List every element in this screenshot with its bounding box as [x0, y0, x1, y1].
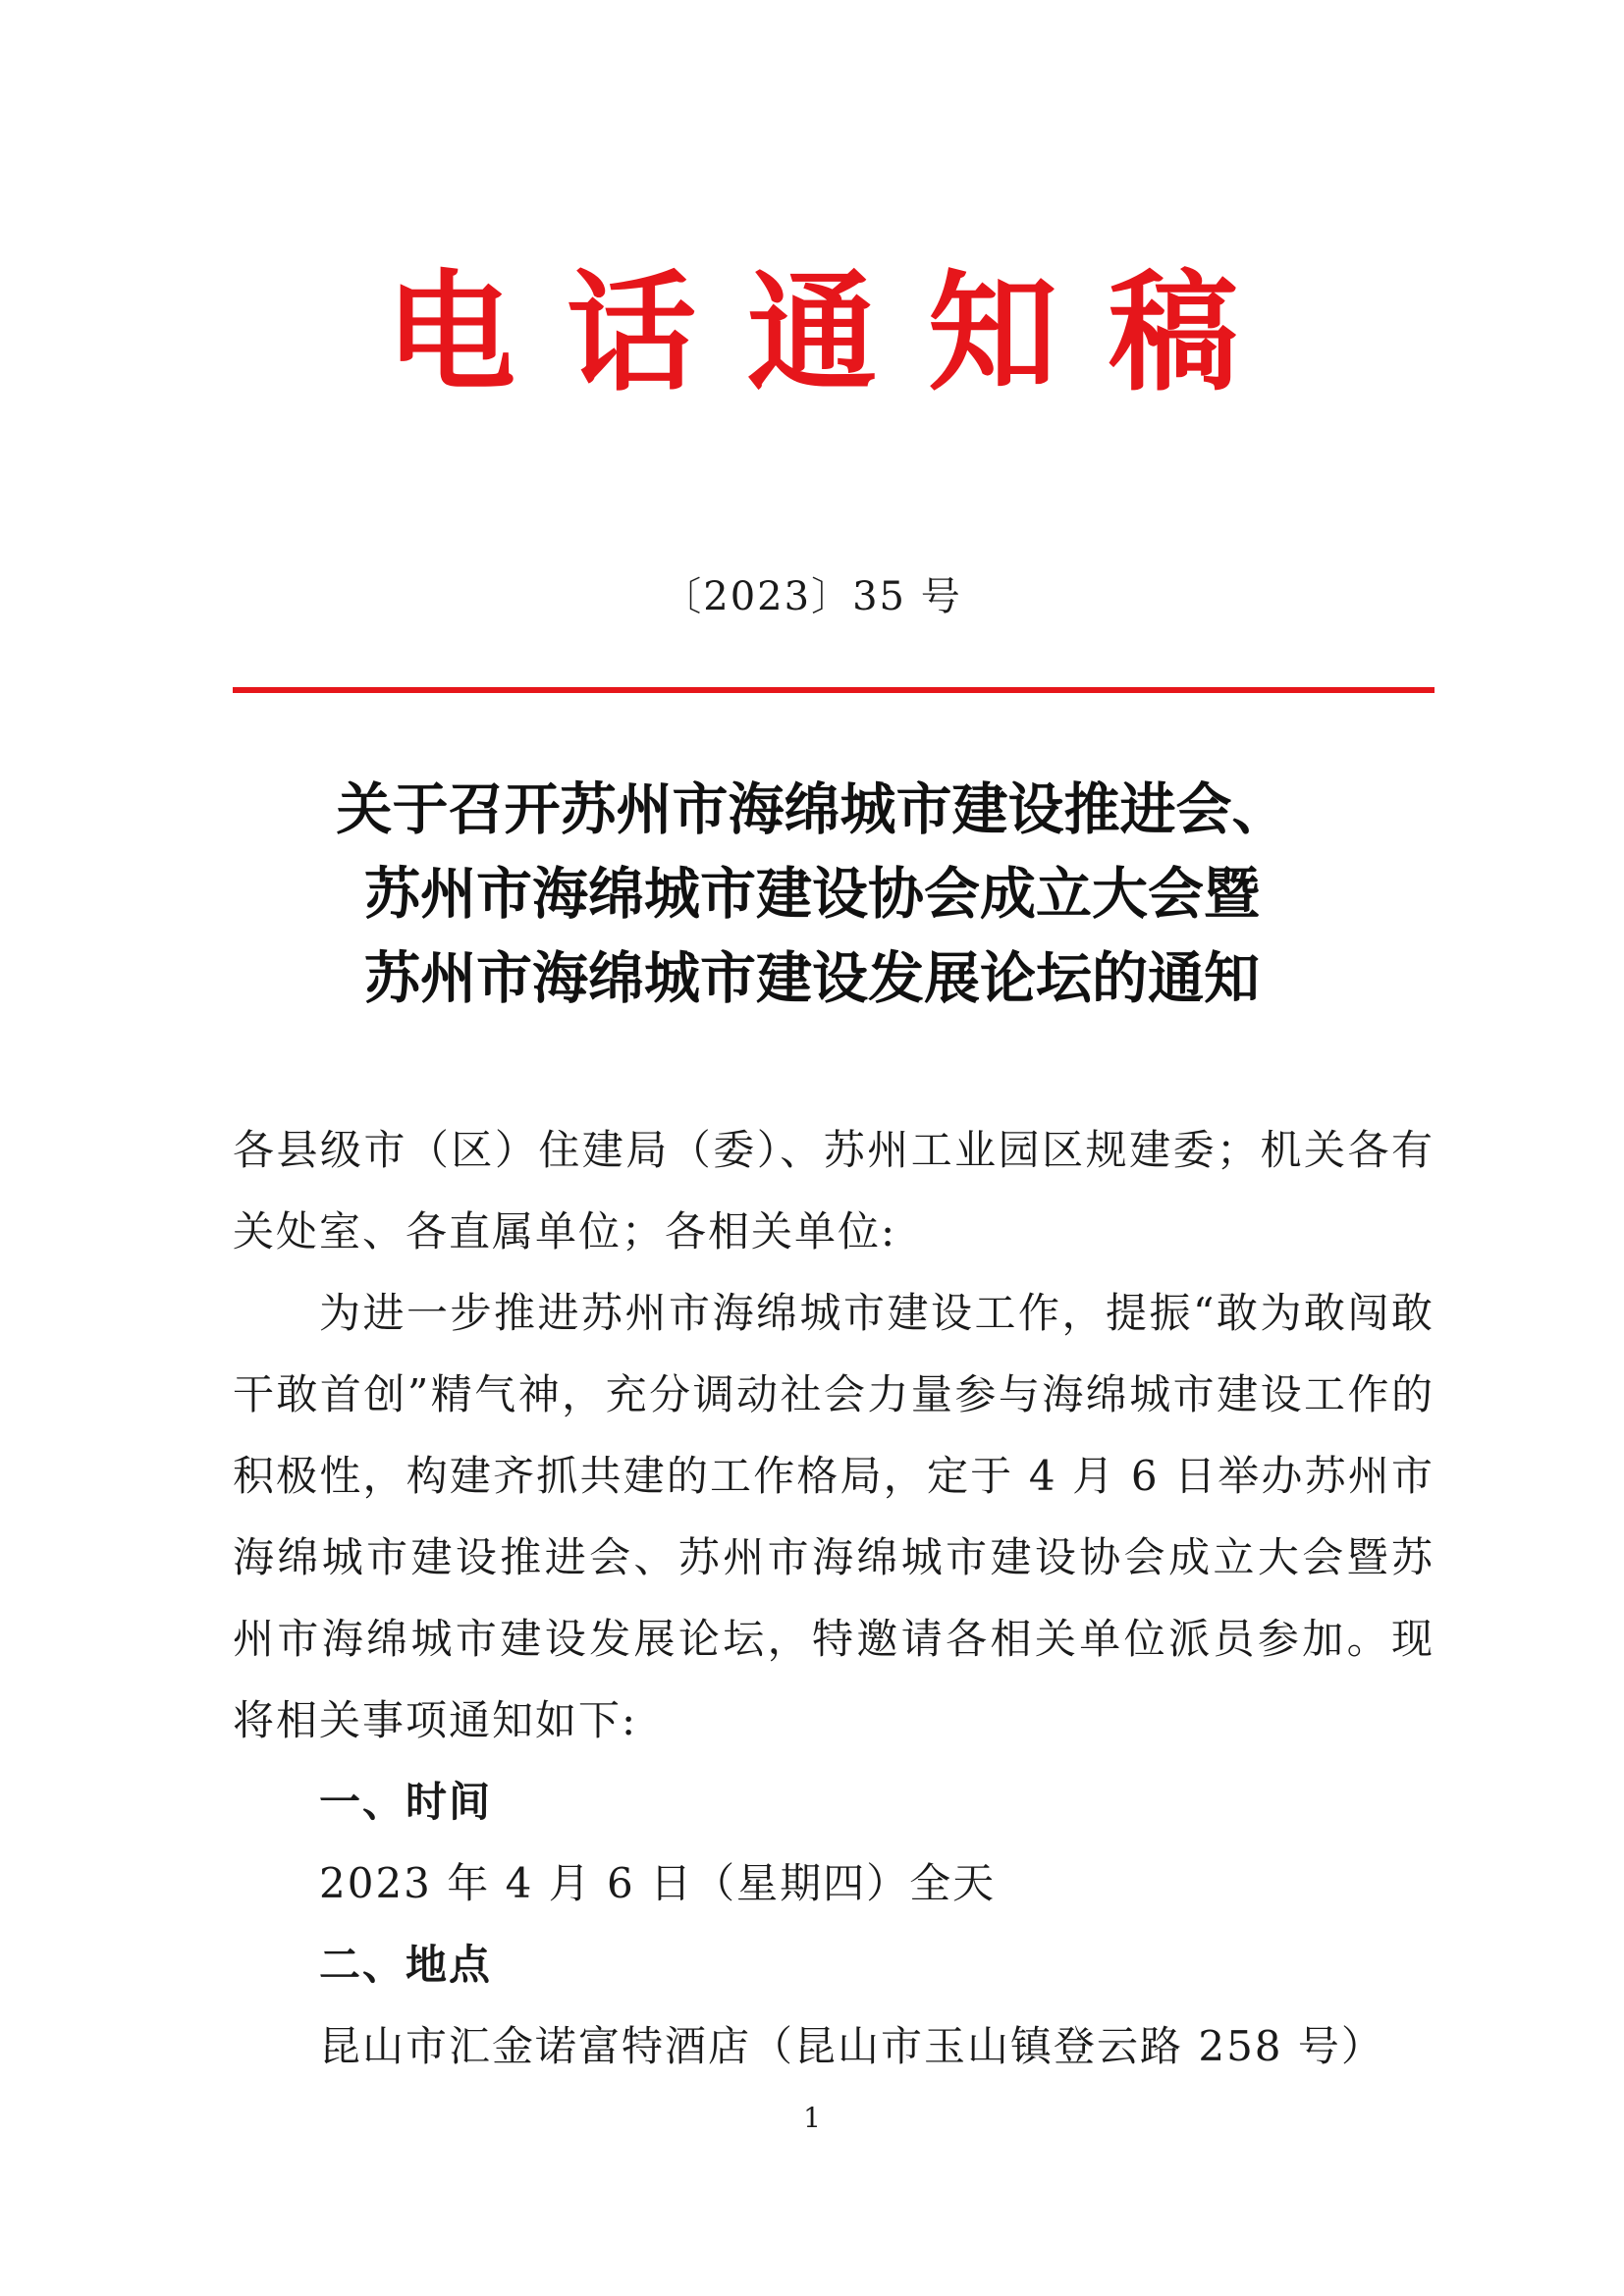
page-number: 1: [803, 2102, 821, 2134]
section-heading-time: 一、时间: [319, 1778, 493, 1826]
notice-header-title: 电话通知稿: [386, 258, 1289, 409]
section-content-time: 2023 年 4 月 6 日（星期四）全天: [319, 1859, 997, 1907]
intro-paragraph: 为进一步推进苏州市海绵城市建设工作，提振“敢为敢闯敢干敢首创”精气神，充分调动社会力量参与海绵城市建设工作的积极性，构建齐抓共建的工作格局，定于 4 月 6 日举办苏州市海绵城市建设推进会、苏州市海绵城市建设协会成立大会暨苏州市海绵城市建设发展论坛，特邀请各相关单位派员参加。现将相关事项通知如下:: [233, 1289, 1435, 1744]
document-body: [233, 1109, 1435, 2087]
addressee-paragraph: 各县级市（区）住建局（委）、苏州工业园区规建委；机关各有关处室、各直属单位；各相关单位:: [233, 1126, 1435, 1255]
document-number: 〔2023〕35 号: [662, 574, 962, 619]
document-subject: [0, 768, 1624, 1021]
subject-line-1: 关于召开苏州市海绵城市建设推进会、: [336, 777, 1288, 842]
subject-line-3: 苏州市海绵城市建设发展论坛的通知: [364, 946, 1260, 1011]
section-content-location: 昆山市汇金诺富特酒店（昆山市玉山镇登云路 258 号）: [319, 2022, 1384, 2070]
section-heading-location: 二、地点: [319, 1941, 493, 1989]
red-header-rule: [233, 687, 1435, 693]
subject-line-2: 苏州市海绵城市建设协会成立大会暨: [364, 862, 1260, 927]
